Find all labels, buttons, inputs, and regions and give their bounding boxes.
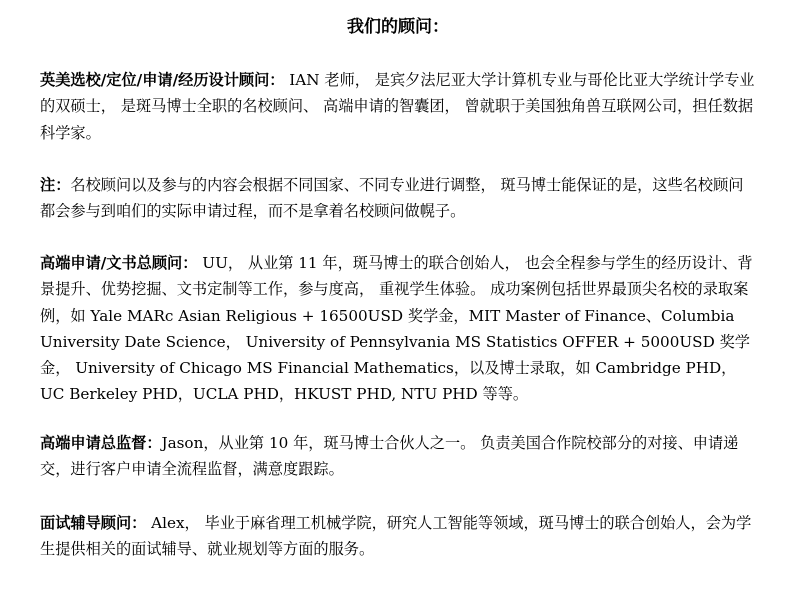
supervisor-jason-label: 高端申请总监督： bbox=[40, 434, 162, 452]
advisor-ian-label: 英美选校/定位/申请/经历设计顾问： bbox=[40, 71, 285, 89]
advisor-ian-paragraph bbox=[40, 67, 758, 146]
advisor-uu-label: 高端申请/文书总顾问： bbox=[40, 254, 198, 272]
interview-advisor-alex-paragraph bbox=[40, 510, 758, 563]
advisor-ian-description: IAN 老师， 是宾夕法尼亚大学计算机专业与哥伦比亚大学统计学专业的双硕士， 是斑马博士全职的名校顾问、 高端申请的智囊团， 曾就职于美国独角兽互联网公司，担任数据科学家。 bbox=[40, 71, 755, 142]
interview-advisor-alex-label: 面试辅导顾问： bbox=[40, 514, 147, 532]
note-paragraph bbox=[40, 172, 758, 225]
note-label: 注： bbox=[40, 176, 71, 194]
advisor-uu-paragraph bbox=[40, 250, 758, 408]
page-title: 我们的顾问： bbox=[347, 17, 449, 37]
supervisor-jason-description: Jason，从业第 10 年，斑马博士合伙人之一。 负责美国合作院校部分的对接、申请递交，进行客户申请全流程监督，满意度跟踪。 bbox=[40, 434, 739, 479]
supervisor-jason-paragraph bbox=[40, 430, 758, 483]
note-description: 名校顾问以及参与的内容会根据不同国家、不同专业进行调整， 斑马博士能保证的是，这些名校顾问都会参与到咱们的实际申请过程，而不是拿着名校顾问做幌子。 bbox=[40, 176, 744, 221]
interview-advisor-alex-description: Alex， 毕业于麻省理工机械学院，研究人工智能等领域，斑马博士的联合创始人，会为学生提供相关的面试辅导、就业规划等方面的服务。 bbox=[40, 514, 752, 559]
advisor-uu-description: UU， 从业第 11 年，斑马博士的联合创始人， 也会全程参与学生的经历设计、背景提升、优势挖掘、文书定制等工作，参与度高， 重视学生体验。 成功案例包括世界最顶尖名校的录取案例，如 Yale MARc Asian Religious + 16500USD 奖学金，MIT Master of Finance、Columbia University Date Science， University of Pennsylvania MS Statistics OFFER + 5000USD 奖学金， University of Chicago MS Financial Mathematics，以及博士录取，如 Cambridge PHD，UC Berkeley PHD，UCLA PHD，HKUST PHD, NTU PHD 等等。 bbox=[40, 254, 753, 404]
